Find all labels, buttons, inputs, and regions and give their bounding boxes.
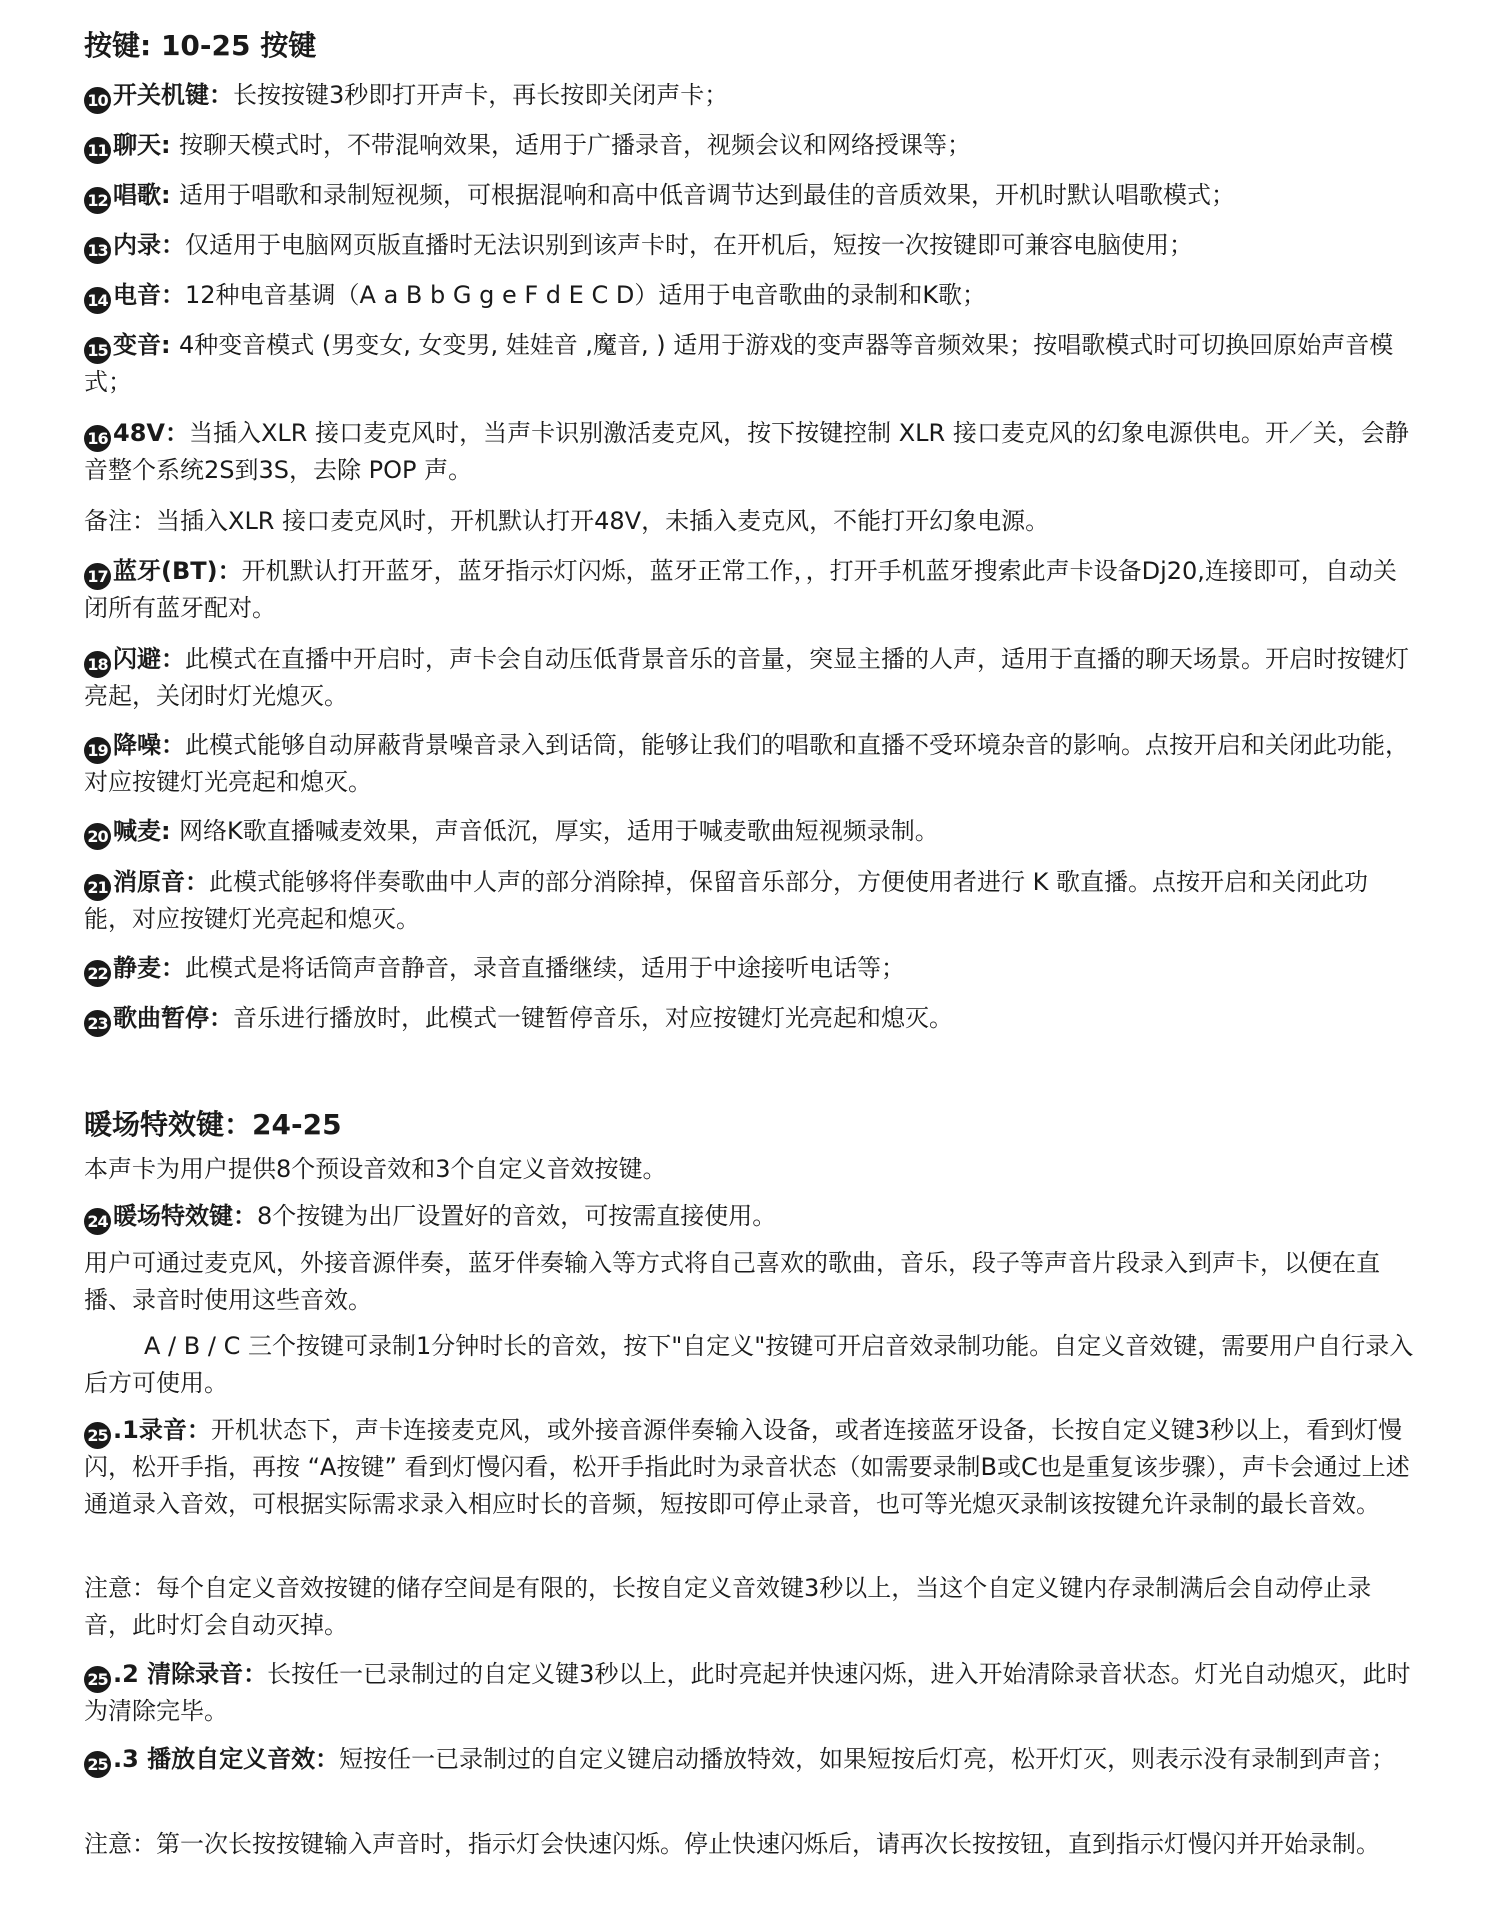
number-badge: 16 <box>84 425 111 452</box>
number-badge: 23 <box>84 1010 111 1037</box>
item-text: 按聊天模式时，不带混响效果，适用于广播录音，视频会议和网络授课等； <box>178 131 971 159</box>
item-25-1 <box>84 1412 1414 1523</box>
item-text: 音乐进行播放时，此模式一键暂停音乐，对应按键灯光亮起和熄灭。 <box>233 1004 953 1032</box>
number-badge: 13 <box>84 237 111 264</box>
section-heading-keys: 按键: 10-25 按键 <box>84 29 317 62</box>
item-25-3 <box>84 1741 1414 1778</box>
item-title: .3 播放自定义音效： <box>113 1745 340 1773</box>
item-title: 48V： <box>113 419 189 447</box>
effects-intro: 本声卡为用户提供8个预设音效和3个自定义音效按键。 <box>84 1155 667 1183</box>
number-badge: 14 <box>84 287 111 314</box>
item-text: 长按按键3秒即打开声卡，再长按即关闭声卡； <box>233 81 729 109</box>
note-first-record: 注意：第一次长按按键输入声音时，指示灯会快速闪烁。停止快速闪烁后，请再次长按按钮，直到指示灯慢闪并开始录制。 <box>84 1830 1380 1858</box>
item-25-2 <box>84 1656 1414 1730</box>
item-24 <box>84 1198 1414 1235</box>
item-text: 当插入XLR 接口麦克风时，当声卡识别激活麦克风，按下按键控制 XLR 接口麦克风的幻象电源供电。开／关，会静音整个系统2S到3S，去除 POP 声。 <box>84 419 1409 484</box>
item-title: 暖场特效键： <box>113 1202 257 1230</box>
number-badge: 15 <box>84 337 111 364</box>
item-23 <box>84 1000 1414 1037</box>
custom-keys-paragraph <box>84 1328 1414 1402</box>
item-text: 仅适用于电脑网页版直播时无法识别到该声卡时，在开机后，短按一次按键即可兼容电脑使用； <box>185 231 1193 259</box>
item-12 <box>84 177 1414 214</box>
item-text: 12种电音基调（A a B b G g e F d E C D）适用于电音歌曲的录制和K歌； <box>185 281 987 309</box>
number-badge: 19 <box>84 737 111 764</box>
item-title: .2 清除录音： <box>113 1660 268 1688</box>
item-14 <box>84 277 1414 314</box>
section-heading-effects: 暖场特效键：24-25 <box>84 1108 342 1141</box>
item-17 <box>84 553 1414 627</box>
item-21 <box>84 864 1414 938</box>
number-badge: 18 <box>84 651 111 678</box>
item-title: 变音: <box>113 331 179 359</box>
note-storage: 注意：每个自定义音效按键的储存空间是有限的，长按自定义音效键3秒以上，当这个自定义键内存录制满后会自动停止录音，此时灯会自动灭掉。 <box>84 1574 1372 1639</box>
item-text: 此模式在直播中开启时，声卡会自动压低背景音乐的音量，突显主播的人声，适用于直播的聊天场景。开启时按键灯亮起，关闭时灯光熄灭。 <box>84 645 1409 710</box>
item-text: 短按任一已录制过的自定义键启动播放特效，如果短按后灯亮，松开灯灭，则表示没有录制到声音； <box>339 1745 1396 1773</box>
number-badge: 25 <box>84 1751 111 1778</box>
item-title: 降噪： <box>113 731 185 759</box>
item-text: 网络K歌直播喊麦效果，声音低沉，厚实，适用于喊麦歌曲短视频录制。 <box>178 817 939 845</box>
number-badge: 24 <box>84 1208 111 1235</box>
item-15 <box>84 327 1414 401</box>
number-badge: 25 <box>84 1422 111 1449</box>
item-title: 静麦： <box>113 954 185 982</box>
item-20 <box>84 813 1414 850</box>
number-badge: 10 <box>84 87 111 114</box>
item-text: 4种变音模式 (男变女, 女变男, 娃娃音 ,魔音, ) 适用于游戏的变声器等音频效果；按唱歌模式时可切换回原始声音模式； <box>84 331 1394 396</box>
item-16 <box>84 415 1414 489</box>
item-19 <box>84 727 1414 801</box>
item-title: 聊天: <box>113 131 179 159</box>
number-badge: 22 <box>84 960 111 987</box>
item-title: 消原音： <box>113 868 209 896</box>
item-title: 电音： <box>113 281 185 309</box>
item-text: 开机状态下，声卡连接麦克风，或外接音源伴奏输入设备，或者连接蓝牙设备，长按自定义键3秒以上，看到灯慢闪，松开手指，再按 “A按键” 看到灯慢闪看，松开手指此时为录音状态（如需要录制B或C也是重复该步骤），声卡会通过上述通道录入音效，可根据实际需求录入相应时长的音频，短按即可停止录音，也可等光熄灭录制该按键允许录制的最长音效。 <box>84 1416 1410 1518</box>
item-text: 此模式能够将伴奏歌曲中人声的部分消除掉，保留音乐部分，方便使用者进行 K 歌直播。点按开启和关闭此功能，对应按键灯光亮起和熄灭。 <box>84 868 1368 933</box>
number-badge: 25 <box>84 1666 111 1693</box>
item-22 <box>84 950 1414 987</box>
note-48v: 备注：当插入XLR 接口麦克风时，开机默认打开48V，未插入麦克风，不能打开幻象电源。 <box>84 507 1050 535</box>
recording-paragraph: 用户可通过麦克风，外接音源伴奏，蓝牙伴奏输入等方式将自己喜欢的歌曲，音乐，段子等声音片段录入到声卡，以便在直播、录音时使用这些音效。 <box>84 1249 1380 1314</box>
item-text: 此模式能够自动屏蔽背景噪音录入到话筒，能够让我们的唱歌和直播不受环境杂音的影响。点按开启和关闭此功能，对应按键灯光亮起和熄灭。 <box>84 731 1409 796</box>
item-text: 此模式是将话筒声音静音，录音直播继续，适用于中途接听电话等； <box>185 954 905 982</box>
item-text: 长按任一已录制过的自定义键3秒以上，此时亮起并快速闪烁，进入开始清除录音状态。灯光自动熄灭，此时为清除完毕。 <box>84 1660 1411 1725</box>
item-title: 蓝牙(BT)： <box>113 557 242 585</box>
item-title: 唱歌: <box>113 181 179 209</box>
item-13 <box>84 227 1414 264</box>
item-text: 8个按键为出厂设置好的音效，可按需直接使用。 <box>257 1202 777 1230</box>
number-badge: 17 <box>84 563 111 590</box>
number-badge: 11 <box>84 137 111 164</box>
item-text: 适用于唱歌和录制短视频，可根据混响和高中低音调节达到最佳的音质效果，开机时默认唱歌模式； <box>178 181 1235 209</box>
number-badge: 12 <box>84 187 111 214</box>
item-text: 开机默认打开蓝牙，蓝牙指示灯闪烁，蓝牙正常工作，，打开手机蓝牙搜索此声卡设备Dj20,连接即可，自动关闭所有蓝牙配对。 <box>84 557 1397 622</box>
item-title: 内录： <box>113 231 185 259</box>
number-badge: 20 <box>84 823 111 850</box>
item-title: .1录音： <box>113 1416 211 1444</box>
item-11 <box>84 127 1414 164</box>
item-title: 喊麦: <box>113 817 179 845</box>
item-title: 歌曲暂停： <box>113 1004 233 1032</box>
item-18 <box>84 641 1414 715</box>
item-title: 开关机键： <box>113 81 233 109</box>
custom-keys-text: A / B / C 三个按键可录制1分钟时长的音效，按下"自定义"按键可开启音效录制功能。自定义音效键，需要用户自行录入后方可使用。 <box>84 1332 1414 1397</box>
item-title: 闪避： <box>113 645 185 673</box>
number-badge: 21 <box>84 874 111 901</box>
item-10 <box>84 77 1414 114</box>
